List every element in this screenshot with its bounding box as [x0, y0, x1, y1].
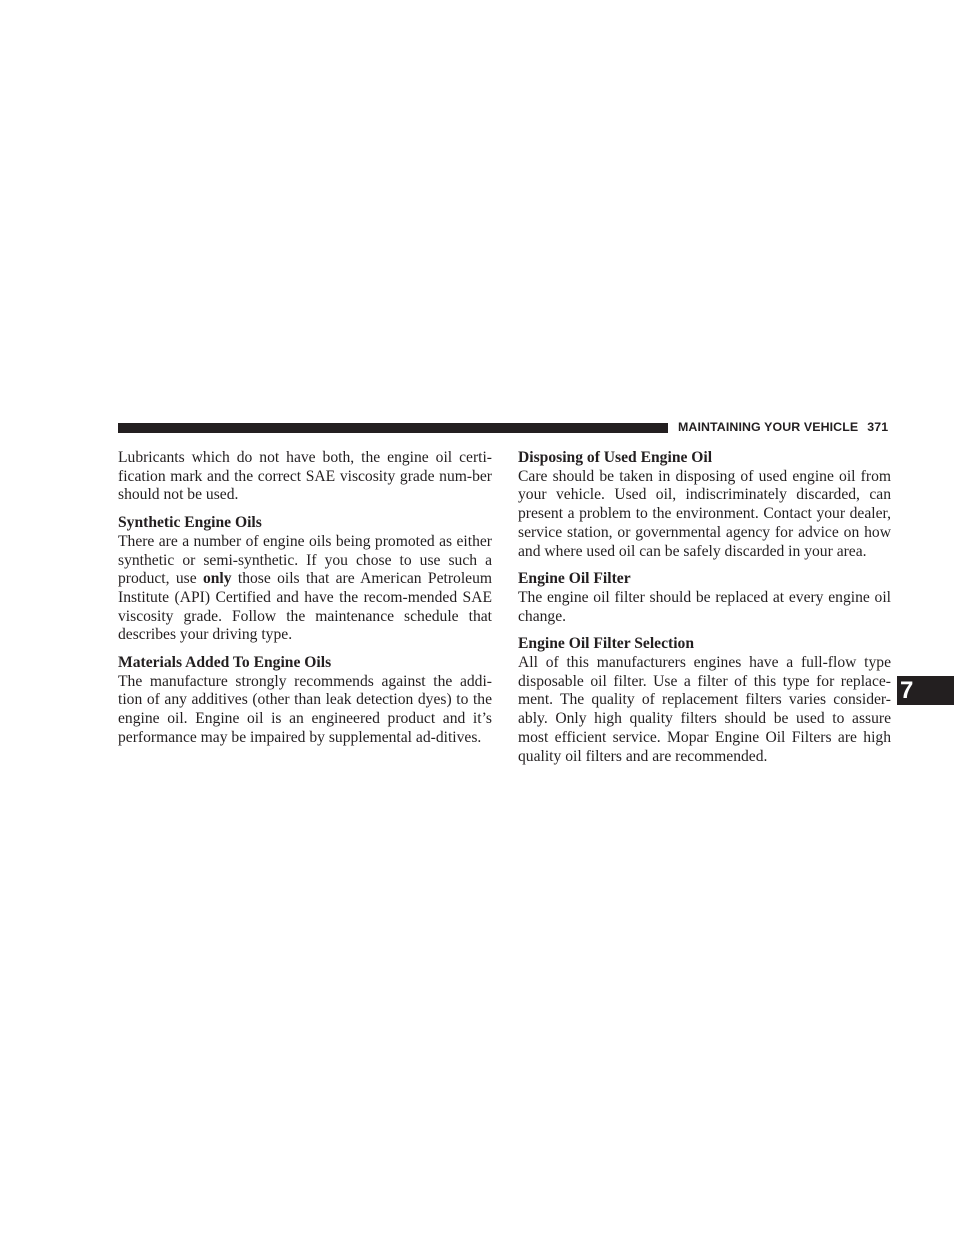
synthetic-text-before: There are a number of engine oils being promoted as either synthetic or semi-synthetic. If you chose to use such a product, use: [118, 532, 492, 588]
right-column: [518, 449, 891, 766]
synthetic-oils-paragraph: [118, 533, 492, 645]
header-rule: [118, 423, 668, 433]
synthetic-bold-only: only: [202, 570, 232, 588]
chapter-number: 7: [900, 677, 914, 704]
materials-paragraph: The manufacture strongly recommends against the addi-tion of any additives (other than leak detection dyes) to the engine oil. Engine oil is an engineered product and it’s performance may be impaired by supplemental ad-ditives.: [118, 672, 492, 746]
oil-filter-heading: Engine Oil Filter: [518, 570, 631, 588]
filter-selection-paragraph: All of this manufacturers engines have a full-flow type disposable oil filter. Use a filter of this type for replace-ment. The quality of replacement filters varies consider-ably. Only high quality filters should be used to assure most efficient service. Mopar Engine Oil Filters are high quality oil filters and are recommended.: [518, 654, 891, 765]
left-column: [118, 449, 492, 748]
chapter-tab: [897, 676, 954, 705]
disposing-paragraph: Care should be taken in disposing of used engine oil from your vehicle. Used oil, indiscriminately discarded, can present a problem to the environment. Contact your dealer, service station, or governmental agency for advice on how and where used oil can be safely discarded in your area.: [518, 467, 891, 560]
filter-selection-heading: Engine Oil Filter Selection: [518, 635, 694, 653]
running-header: [678, 419, 888, 435]
synthetic-oils-heading: Synthetic Engine Oils: [118, 514, 262, 532]
disposing-heading: Disposing of Used Engine Oil: [518, 449, 713, 466]
materials-heading: Materials Added To Engine Oils: [118, 654, 332, 672]
intro-paragraph: Lubricants which do not have both, the engine oil certi-fication mark and the correct SAE viscosity grade num-ber should not be used.: [118, 449, 492, 504]
section-title: MAINTAINING YOUR VEHICLE: [678, 420, 859, 434]
oil-filter-paragraph: The engine oil filter should be replaced at every engine oil change.: [518, 588, 891, 625]
page-number: 371: [867, 420, 889, 434]
synthetic-text-after: those oils that are American Petroleum Institute (API) Certified and have the recom-mended SAE viscosity grade. Follow the maintenance schedule that describes your driving type.: [118, 570, 493, 644]
